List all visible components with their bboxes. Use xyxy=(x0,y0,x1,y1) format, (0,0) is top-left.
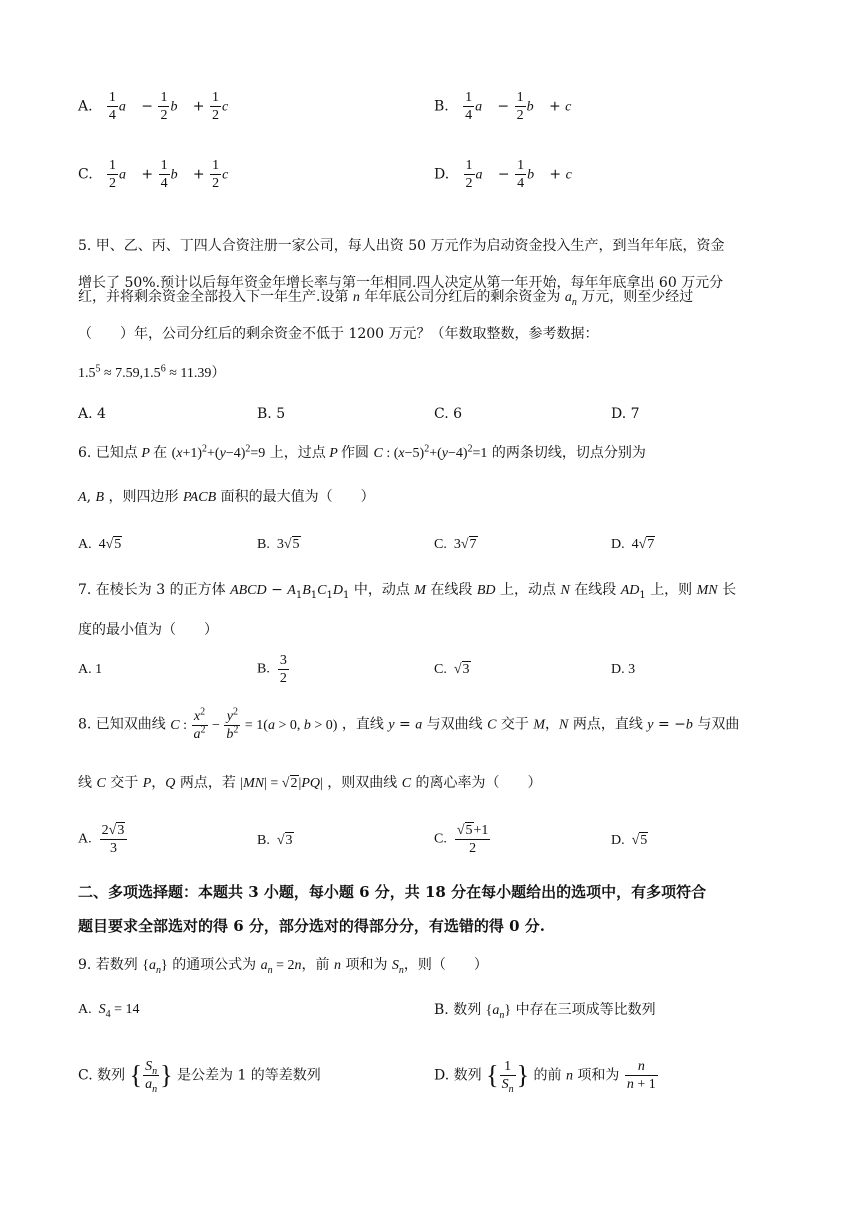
q5-line1: 5. 甲、乙、丙、丁四人合资注册一家公司，每人出资 50 万元作为启动资金投入生产，到当年年底，资金 xyxy=(78,238,725,254)
q5-option-b[interactable]: B. 5 xyxy=(257,406,286,422)
q7-line1: 7. 在棱长为 3 的正方体 ABCD − $A_1B_1C_1D_1$ 中，动点 M 在线段 BD 上，动点 N 在线段 $AD_1$ 上，则 MN 长 xyxy=(78,582,737,601)
q9-option-a[interactable]: A. $S_4 = 14$ xyxy=(78,1002,140,1020)
section2-heading-line1: 二、多项选择题：本题共 3 小题，每小题 6 分，共 18 分在每小题给出的选项中，有多项符合 xyxy=(78,883,707,901)
q6-option-d[interactable]: D. 4√7 xyxy=(611,537,655,552)
q6-option-b[interactable]: B. 3√5 xyxy=(257,537,300,552)
q4-option-d[interactable]: D. $\frac{1}{2}$ a⃗ − $\frac{1}{4}$ b⃗ + c⃗ xyxy=(434,158,583,191)
q4-option-c[interactable]: C. $\frac{1}{2}$ a⃗ + $\frac{1}{4}$ b⃗ + $\frac{1}{2}$ c⃗ xyxy=(78,158,240,191)
q7-line2: 度的最小值为（ ） xyxy=(78,622,218,638)
q5-line5: $1.5^5 \approx 7.59,1.5^6 \approx 11.39$） xyxy=(78,363,226,381)
q9-line1: 9. 若数列 $\{a_n\}$ 的通项公式为 $a_n = 2n$，前 n 项和为 $S_n$，则（ ） xyxy=(78,957,488,976)
q5-line2: 增长了 50%.预计以后每年资金年增长率与第一年相同.四人决定从第一年开始，每年年底拿出 60 万元分 xyxy=(78,275,724,291)
q5-option-d[interactable]: D. 7 xyxy=(611,406,640,422)
q4-option-a[interactable]: A. $\frac{1}{4}$ a⃗ − $\frac{1}{2}$ b⃗ + $\frac{1}{2}$ c⃗ xyxy=(78,90,240,123)
q5-option-a[interactable]: A. 4 xyxy=(78,406,106,422)
q5-line3: 红，并将剩余资金全部投入下一年生产.设第 n 年年底公司分红后的剩余资金为 $a_n$ 万元，则至少经过 xyxy=(78,289,694,308)
q9-option-c[interactable]: C. 数列 { $\frac{S_n}{a_n}$ } 是公差为 1 的等差数列 xyxy=(78,1059,321,1095)
q8-option-a[interactable]: A. $\frac{2√3}{3}$ xyxy=(78,822,128,857)
q6-line1: 6. 已知点 P 在 $(x+1)^2+(y-4)^2=9$ 上，过点 P 作圆 C : $(x-5)^2+(y-4)^2=1$ 的两条切线，切点分别为 xyxy=(78,443,646,461)
q9-option-b[interactable]: B. 数列 $\{a_n\}$ 中存在三项成等比数列 xyxy=(434,1002,656,1021)
q5-line4: （ ）年，公司分红后的剩余资金不低于 1200 万元？（年数取整数，参考数据： xyxy=(78,326,599,342)
q6-line2: A, B ，则四边形 PACB 面积的最大值为（ ） xyxy=(78,489,375,505)
q8-option-d[interactable]: D. √5 xyxy=(611,833,648,848)
q7-option-a[interactable]: A. 1 xyxy=(78,662,103,677)
q6-option-c[interactable]: C. 3√7 xyxy=(434,537,477,552)
q7-option-c[interactable]: C. √3 xyxy=(434,662,470,677)
q4-option-b[interactable]: B. $\frac{1}{4}$ a⃗ − $\frac{1}{2}$ b⃗ + c⃗ xyxy=(434,90,583,123)
q5-option-c[interactable]: C. 6 xyxy=(434,406,463,422)
q7-option-b[interactable]: B. $\frac{3}{2}$ xyxy=(257,653,287,686)
q8-line1: 8. 已知双曲线 C : $\frac{x^2}{a^2}$ − $\frac{y^2}{b^2}$ = 1(a > 0, b > 0) ，直线 y = a 与双曲线 C 交于 M，N 两点，直线 y = −b 与双曲 xyxy=(78,706,740,742)
q8-option-b[interactable]: B. √3 xyxy=(257,833,293,848)
q9-option-d[interactable]: D. 数列 { $\frac{1}{S_n}$ } 的前 n 项和为 $\frac{n}{n + 1}$ xyxy=(434,1059,656,1095)
q6-option-a[interactable]: A. 4√5 xyxy=(78,537,122,552)
section2-heading-line2: 题目要求全部选对的得 6 分，部分选对的得部分分，有选错的得 0 分. xyxy=(78,917,545,935)
q7-option-d[interactable]: D. 3 xyxy=(611,662,636,677)
q8-line2: 线 C 交于 P，Q 两点，若 |MN| = √2|PQ| ，则双曲线 C 的离心率为（ ） xyxy=(78,775,542,791)
q8-option-c[interactable]: C. $\frac{√5+1}{2}$ xyxy=(434,823,489,856)
